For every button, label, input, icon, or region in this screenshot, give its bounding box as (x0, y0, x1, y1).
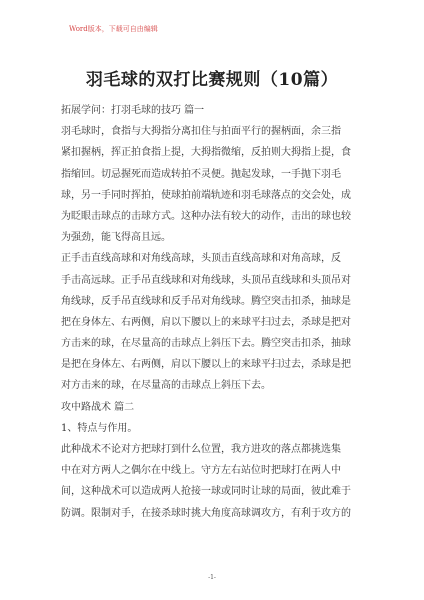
text-line: 手击高远球。正手吊直线球和对角线球，头顶吊直线球和头顶吊对 (61, 274, 351, 286)
text-line: 为强劲，能飞得高且远。 (61, 232, 171, 244)
text-line: 正手击直线高球和对角线高球，头顶击直线高球和对角高球，反 (61, 253, 341, 265)
text-line: 拓展学问：打羽毛球的技巧 篇一 (61, 105, 205, 116)
text-line: 1、特点与作用。 (61, 422, 138, 434)
text-line: 角线球，反手吊直线球和反手吊对角线球。腾空突击扣杀，抽球是 (61, 295, 351, 307)
text-line: 攻中路战术 篇二 (61, 401, 135, 413)
text-line: 防调。限制对手，在接杀球时挑大角度高球调攻方，有利于攻方的 (61, 507, 351, 519)
page-title: 羽毛球的双打比赛规则（10篇） (85, 70, 339, 90)
text-line: 间，这种战术可以造成两人抢接一球或同时让球的局面，彼此难于 (61, 486, 351, 498)
text-line: 羽毛球时，食指与大拇指分离扣住与拍面平行的握柄面，余三指 (61, 126, 341, 138)
watermark-text: Word版本，下载可自由编辑 (69, 25, 158, 33)
text-line: 球，另一手同时挥拍，使球拍前端轨迹和羽毛球落点的交会处，成 (61, 189, 351, 201)
text-line: 是把在身体左、右两侧，肩以下腰以上的来球平扫过去，杀球是把 (61, 359, 351, 371)
document-body (61, 100, 357, 524)
text-line: 中在对方两人之偶尔在中线上。守方左右站位时把球打在两人中 (61, 465, 341, 477)
text-line: 为眨眼击球点的击球方式。这种办法有较大的动作，击出的球也较 (61, 210, 351, 222)
page-number: -1- (208, 574, 216, 581)
text-line: 方击来的球，在尽量高的击球点上斜压下去。腾空突击扣杀，抽球 (61, 338, 351, 350)
text-line: 把在身体左、右两侧，肩以下腰以上的来球平扫过去，杀球是把对 (61, 316, 351, 328)
text-line: 此种战术不论对方把球打到什么位置，我方进攻的落点都挑选集 (61, 444, 341, 455)
text-line: 指缩回。切忌握死而造成转拍不灵便。抛起发球，一手抛下羽毛 (61, 168, 341, 180)
text-line: 对方击来的球，在尽量高的击球点上斜压下去。 (61, 380, 271, 392)
text-line: 紧扣握柄，挥正拍食指上提，大拇指微缩，反拍则大拇指上提，食 (61, 147, 351, 159)
